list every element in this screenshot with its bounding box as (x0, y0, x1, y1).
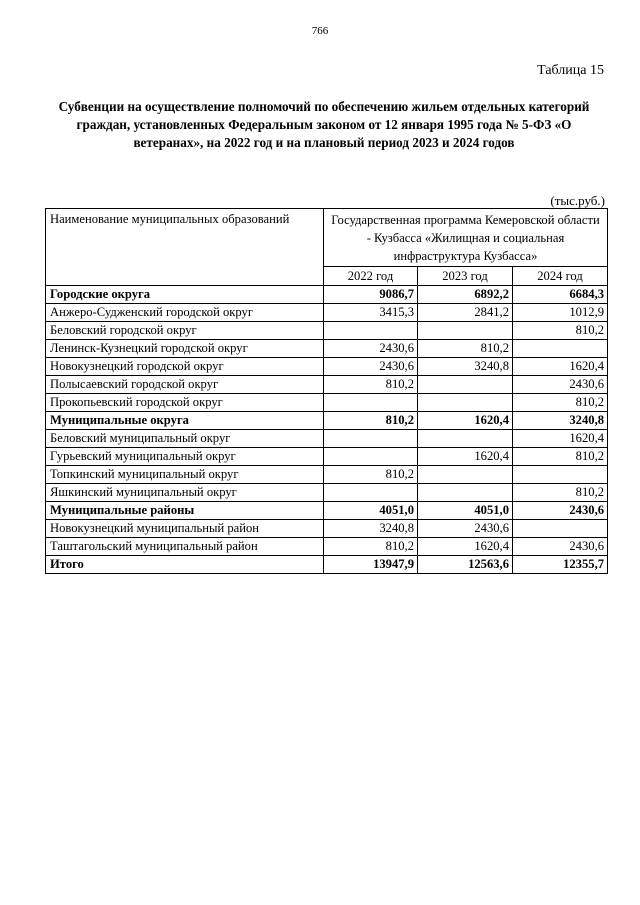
table-row (46, 358, 608, 376)
value-2023-cell (418, 376, 513, 394)
row-name-cell: Новокузнецкий муниципальный район (46, 520, 324, 538)
subsidy-table (45, 208, 608, 574)
table-label: Таблица 15 (537, 63, 604, 78)
value-2024-cell: 810,2 (513, 448, 608, 466)
table-row (46, 340, 608, 358)
value-2024-cell: 3240,8 (513, 412, 608, 430)
value-2022-cell (324, 448, 418, 466)
value-2022-cell: 3240,8 (324, 520, 418, 538)
row-name-cell: Беловский городской округ (46, 322, 324, 340)
row-name-cell: Полысаевский городской округ (46, 376, 324, 394)
value-2022-cell (324, 322, 418, 340)
value-2023-cell: 1620,4 (418, 412, 513, 430)
header-year-2023: 2023 год (418, 267, 513, 286)
value-2023-cell: 3240,8 (418, 358, 513, 376)
table-row (46, 466, 608, 484)
table-row (46, 448, 608, 466)
header-year-2022: 2022 год (324, 267, 418, 286)
value-2022-cell: 4051,0 (324, 502, 418, 520)
value-2024-cell: 1620,4 (513, 430, 608, 448)
row-name-cell: Прокопьевский городской округ (46, 394, 324, 412)
row-name-cell: Яшкинский муниципальный округ (46, 484, 324, 502)
table-row-total (46, 286, 608, 304)
row-name-cell: Топкинский муниципальный округ (46, 466, 324, 484)
value-2022-cell (324, 484, 418, 502)
value-2022-cell: 3415,3 (324, 304, 418, 322)
value-2024-cell: 810,2 (513, 394, 608, 412)
table-row (46, 430, 608, 448)
value-2023-cell: 810,2 (418, 340, 513, 358)
value-2022-cell: 810,2 (324, 376, 418, 394)
value-2023-cell: 2841,2 (418, 304, 513, 322)
value-2023-cell: 4051,0 (418, 502, 513, 520)
value-2023-cell (418, 430, 513, 448)
value-2024-cell (513, 340, 608, 358)
value-2024-cell: 2430,6 (513, 502, 608, 520)
value-2023-cell: 2430,6 (418, 520, 513, 538)
page-number: 766 (311, 25, 329, 37)
value-2023-cell (418, 484, 513, 502)
value-2024-cell: 2430,6 (513, 376, 608, 394)
value-2024-cell (513, 520, 608, 538)
value-2023-cell (418, 394, 513, 412)
table-row (46, 322, 608, 340)
row-name-cell: Городские округа (46, 286, 324, 304)
value-2022-cell: 810,2 (324, 538, 418, 556)
value-2023-cell: 1620,4 (418, 448, 513, 466)
table-body (46, 286, 608, 574)
table-row-total (46, 556, 608, 574)
value-2023-cell: 6892,2 (418, 286, 513, 304)
row-name-cell: Анжеро-Судженский городской округ (46, 304, 324, 322)
value-2023-cell: 12563,6 (418, 556, 513, 574)
table-row (46, 484, 608, 502)
table-row (46, 376, 608, 394)
value-2024-cell: 12355,7 (513, 556, 608, 574)
row-name-cell: Ленинск-Кузнецкий городской округ (46, 340, 324, 358)
row-name-cell: Беловский муниципальный округ (46, 430, 324, 448)
header-program: Государственная программа Кемеровской области - Кузбасса «Жилищная и социальная инфраструктура Кузбасса» (324, 209, 608, 267)
value-2022-cell: 2430,6 (324, 358, 418, 376)
header-year-2024: 2024 год (513, 267, 608, 286)
value-2022-cell: 810,2 (324, 412, 418, 430)
value-2024-cell (513, 466, 608, 484)
value-2024-cell: 2430,6 (513, 538, 608, 556)
value-2022-cell (324, 394, 418, 412)
row-name-cell: Муниципальные округа (46, 412, 324, 430)
value-2024-cell: 1620,4 (513, 358, 608, 376)
units-label: (тыс.руб.) (550, 193, 605, 208)
value-2023-cell (418, 322, 513, 340)
row-name-cell: Итого (46, 556, 324, 574)
value-2022-cell: 2430,6 (324, 340, 418, 358)
table-row-total (46, 412, 608, 430)
value-2022-cell: 13947,9 (324, 556, 418, 574)
value-2024-cell: 6684,3 (513, 286, 608, 304)
table-row (46, 538, 608, 556)
table-row (46, 520, 608, 538)
value-2023-cell: 1620,4 (418, 538, 513, 556)
table-row-total (46, 502, 608, 520)
value-2023-cell (418, 466, 513, 484)
row-name-cell: Муниципальные районы (46, 502, 324, 520)
value-2022-cell: 9086,7 (324, 286, 418, 304)
row-name-cell: Гурьевский муниципальный округ (46, 448, 324, 466)
row-name-cell: Новокузнецкий городской округ (46, 358, 324, 376)
table-row (46, 394, 608, 412)
row-name-cell: Таштагольский муниципальный район (46, 538, 324, 556)
header-row (46, 209, 608, 267)
value-2022-cell: 810,2 (324, 466, 418, 484)
value-2024-cell: 1012,9 (513, 304, 608, 322)
document-title: Субвенции на осуществление полномочий по обеспечению жильем отдельных категорий граждан, установленных Федеральным законом от 12 января 1995 года № 5-ФЗ «О ветеранах», на 2022 год и на плановый период 2023 и 2024 годов (58, 99, 590, 150)
header-name: Наименование муниципальных образований (46, 209, 324, 286)
table-row (46, 304, 608, 322)
value-2024-cell: 810,2 (513, 322, 608, 340)
value-2022-cell (324, 430, 418, 448)
value-2024-cell: 810,2 (513, 484, 608, 502)
